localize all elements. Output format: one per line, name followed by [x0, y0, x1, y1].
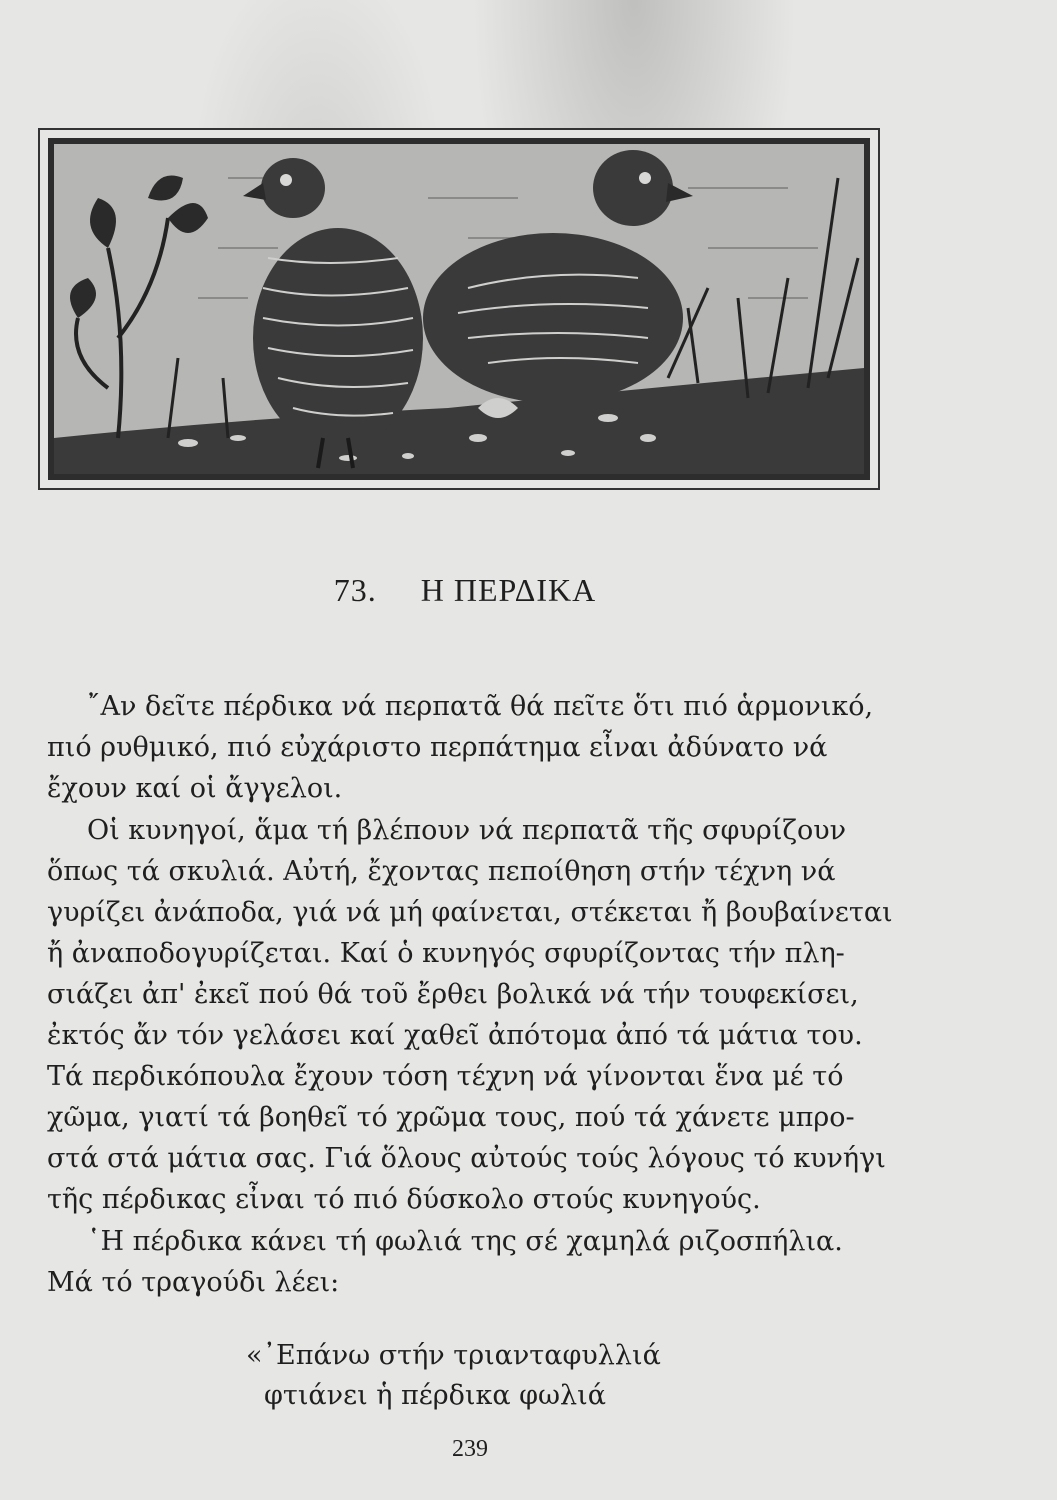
paragraph-2 — [47, 810, 894, 1220]
text-line: ὅπως τά σκυλιά. Αὐτή, ἔχοντας πεποίθηση στήν τέχνη νά — [47, 856, 836, 887]
song-verse — [246, 1336, 661, 1416]
paragraph-1 — [47, 686, 894, 809]
text-line: σιάζει ἀπ' ἐκεῖ πού θά τοῦ ἔρθει βολικά νά τήν τουφεκίσει, — [47, 979, 859, 1010]
text-line: γυρίζει ἀνάποδα, γιά νά μή φαίνεται, στέκεται ἤ βουβαίνεται — [47, 897, 893, 928]
text-line: ἤ ἀναποδογυρίζεται. Καί ὁ κυνηγός σφυρίζοντας τήν πλη- — [47, 938, 845, 969]
text-line: χῶμα, γιατί τά βοηθεῖ τό χρῶμα τους, πού τά χάνετε μπρο- — [47, 1102, 855, 1133]
partridges-illustration — [38, 128, 880, 490]
chapter-title: Η ΠΕΡΔΙΚΑ — [420, 572, 597, 608]
paragraph-3 — [47, 1221, 894, 1303]
text-line: ῾Η πέρδικα κάνει τή φωλιά της σέ χαμηλά ριζοσπήλια. — [87, 1226, 843, 1257]
text-line: ἐκτός ἄν τόν γελάσει καί χαθεῖ ἀπότομα ἀπό τά μάτια του. — [47, 1020, 863, 1051]
text-line: ἔχουν καί οἱ ἄγγελοι. — [47, 773, 343, 804]
text-line: πιό ρυθμικό, πιό εὐχάριστο περπάτημα εἶναι ἀδύνατο νά — [47, 732, 828, 763]
page-number: 239 — [452, 1436, 488, 1462]
text-line: Τά περδικόπουλα ἔχουν τόση τέχνη νά γίνονται ἕνα μέ τό — [47, 1061, 844, 1092]
partridges-woodcut-image — [48, 138, 870, 480]
text-line: Οἱ κυνηγοί, ἅμα τή βλέπουν νά περπατᾶ τῆς σφυρίζουν — [87, 815, 847, 846]
text-line: ῎Αν δεῖτε πέρδικα νά περπατᾶ θά πεῖτε ὅτι πιό ἁρμονικό, — [87, 691, 874, 722]
text-line: Μά τό τραγούδι λέει: — [47, 1267, 340, 1298]
chapter-number: 73. — [333, 572, 377, 608]
verse-line: φτιάνει ἡ πέρδικα φωλιά — [264, 1380, 606, 1411]
verse-line: «᾽Επάνω στήν τριανταφυλλιά — [246, 1340, 661, 1371]
text-line: στά στά μάτια σας. Γιά ὅλους αὐτούς τούς λόγους τό κυνήγι — [47, 1143, 886, 1174]
text-line: τῆς πέρδικας εἶναι τό πιό δύσκολο στούς κυνηγούς. — [47, 1184, 761, 1215]
chapter-heading — [0, 572, 930, 609]
